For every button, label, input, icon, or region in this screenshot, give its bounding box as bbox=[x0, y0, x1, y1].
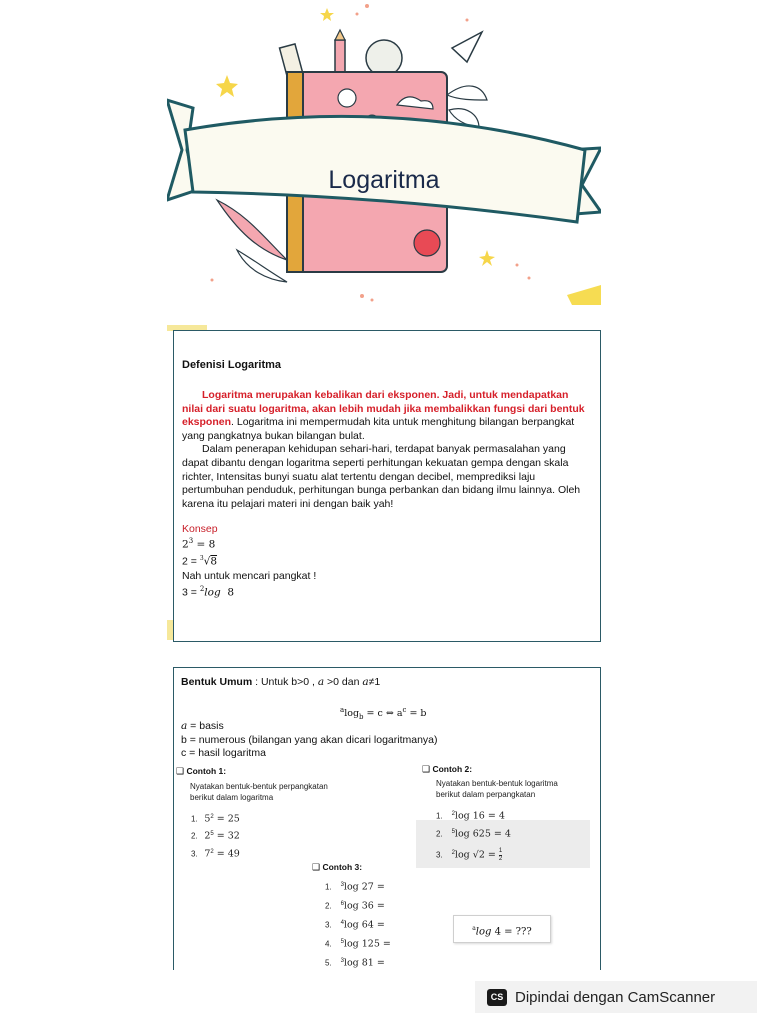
cover-artwork bbox=[167, 0, 601, 310]
example-3-item: 4. $^5$log 125 = bbox=[325, 938, 391, 950]
example-3-item: 1. $^3$log 27 = bbox=[325, 881, 385, 893]
konsep-label: Konsep bbox=[182, 523, 218, 536]
konsep-line-3: Nah untuk mencari pangkat ! bbox=[182, 569, 317, 582]
definition-b: b = numerous (bilangan yang akan dicari logaritmanya) bbox=[181, 734, 438, 746]
konsep-line-2: 2 = $^3$√8 bbox=[182, 555, 218, 568]
example-3-title: ❑ Contoh 3: bbox=[312, 862, 363, 872]
example-2-item: 2. $^5$log 625 = 4 bbox=[436, 828, 511, 840]
example-3 bbox=[312, 862, 362, 873]
question-box: $^a$log 4 = ??? bbox=[453, 915, 551, 943]
paragraph-text: . Logaritma ini mempermudah kita untuk menghitung bilangan berpangkat yang pangkatnya bukan bilangan bulat. bbox=[182, 416, 575, 442]
example-1-desc: Nyatakan bentuk-bentuk perpangkatan berikut dalam logaritma bbox=[190, 782, 328, 802]
cover-title: Logaritma bbox=[328, 166, 440, 194]
definition-c: c = hasil logaritma bbox=[181, 747, 266, 759]
example-3-item: 3. $^4$log 64 = bbox=[325, 919, 385, 931]
example-2-item: 1. $^2$log 16 = 4 bbox=[436, 810, 505, 822]
definition-paragraph bbox=[182, 389, 592, 443]
example-1-title: ❑ Contoh 1: bbox=[176, 766, 227, 776]
konsep-line-1: $2^3 = 8$ bbox=[182, 537, 216, 551]
example-2-title: ❑ Contoh 2: bbox=[422, 764, 473, 774]
camscanner-logo-icon: CS bbox=[487, 989, 507, 1006]
general-form-heading: Bentuk Umum : Untuk b>0 , a >0 dan a≠1 bbox=[181, 676, 381, 688]
camscanner-watermark bbox=[475, 981, 757, 1013]
section-heading: Defenisi Logaritma bbox=[182, 359, 282, 371]
camscanner-text: Dipindai dengan CamScanner bbox=[515, 988, 716, 1006]
example-1-item: 3. $7^2 = 49$ bbox=[191, 848, 240, 860]
example-1-item: 2. $2^5 = 32$ bbox=[191, 830, 240, 842]
definition-card bbox=[173, 330, 601, 642]
highlight-text: Logaritma merupakan kebalikan dari eksponen. Jadi, untuk mendapatkan nilai dari suatu logaritma, akan lebih mudah jika membalikkan fungsi dari bentuk eksponen bbox=[182, 389, 585, 429]
example-2 bbox=[422, 764, 558, 800]
example-3-item: 5. $^3$log 81 = bbox=[325, 957, 385, 969]
example-1-item: 1. $5^2 = 25$ bbox=[191, 813, 240, 825]
example-3-item: 2. $^6$log 36 = bbox=[325, 900, 385, 912]
cover-illustration bbox=[167, 0, 601, 310]
application-paragraph bbox=[182, 443, 592, 511]
example-2-desc: Nyatakan bentuk-bentuk logaritma berikut dalam perpangkatan bbox=[436, 779, 558, 799]
example-2-item: 3. $^2$log √2 = $\frac{1}{2}$ bbox=[436, 848, 503, 863]
general-formula: $^a\log_b = c$ ⇔ $a^c = b$ bbox=[340, 706, 427, 722]
definition-a: a = basis bbox=[181, 720, 224, 732]
konsep-line-4: 3 = $^2$log 8 bbox=[182, 585, 235, 599]
paragraph-text: Dalam penerapan kehidupan sehari-hari, terdapat banyak permasalahan yang dapat dibantu dengan logaritma seperti perhitungan kekuatan gempa dengan skala richter, Intensitas bunyi suatu alat tertentu dengan decibel, memprediksi laju pertumbuhan penduduk, perhitungan bunga perbankan dan bidang ilmu lainnya. Oleh karena itu pelajari materi ini dengan baik yah! bbox=[182, 443, 581, 510]
example-1 bbox=[176, 766, 328, 803]
